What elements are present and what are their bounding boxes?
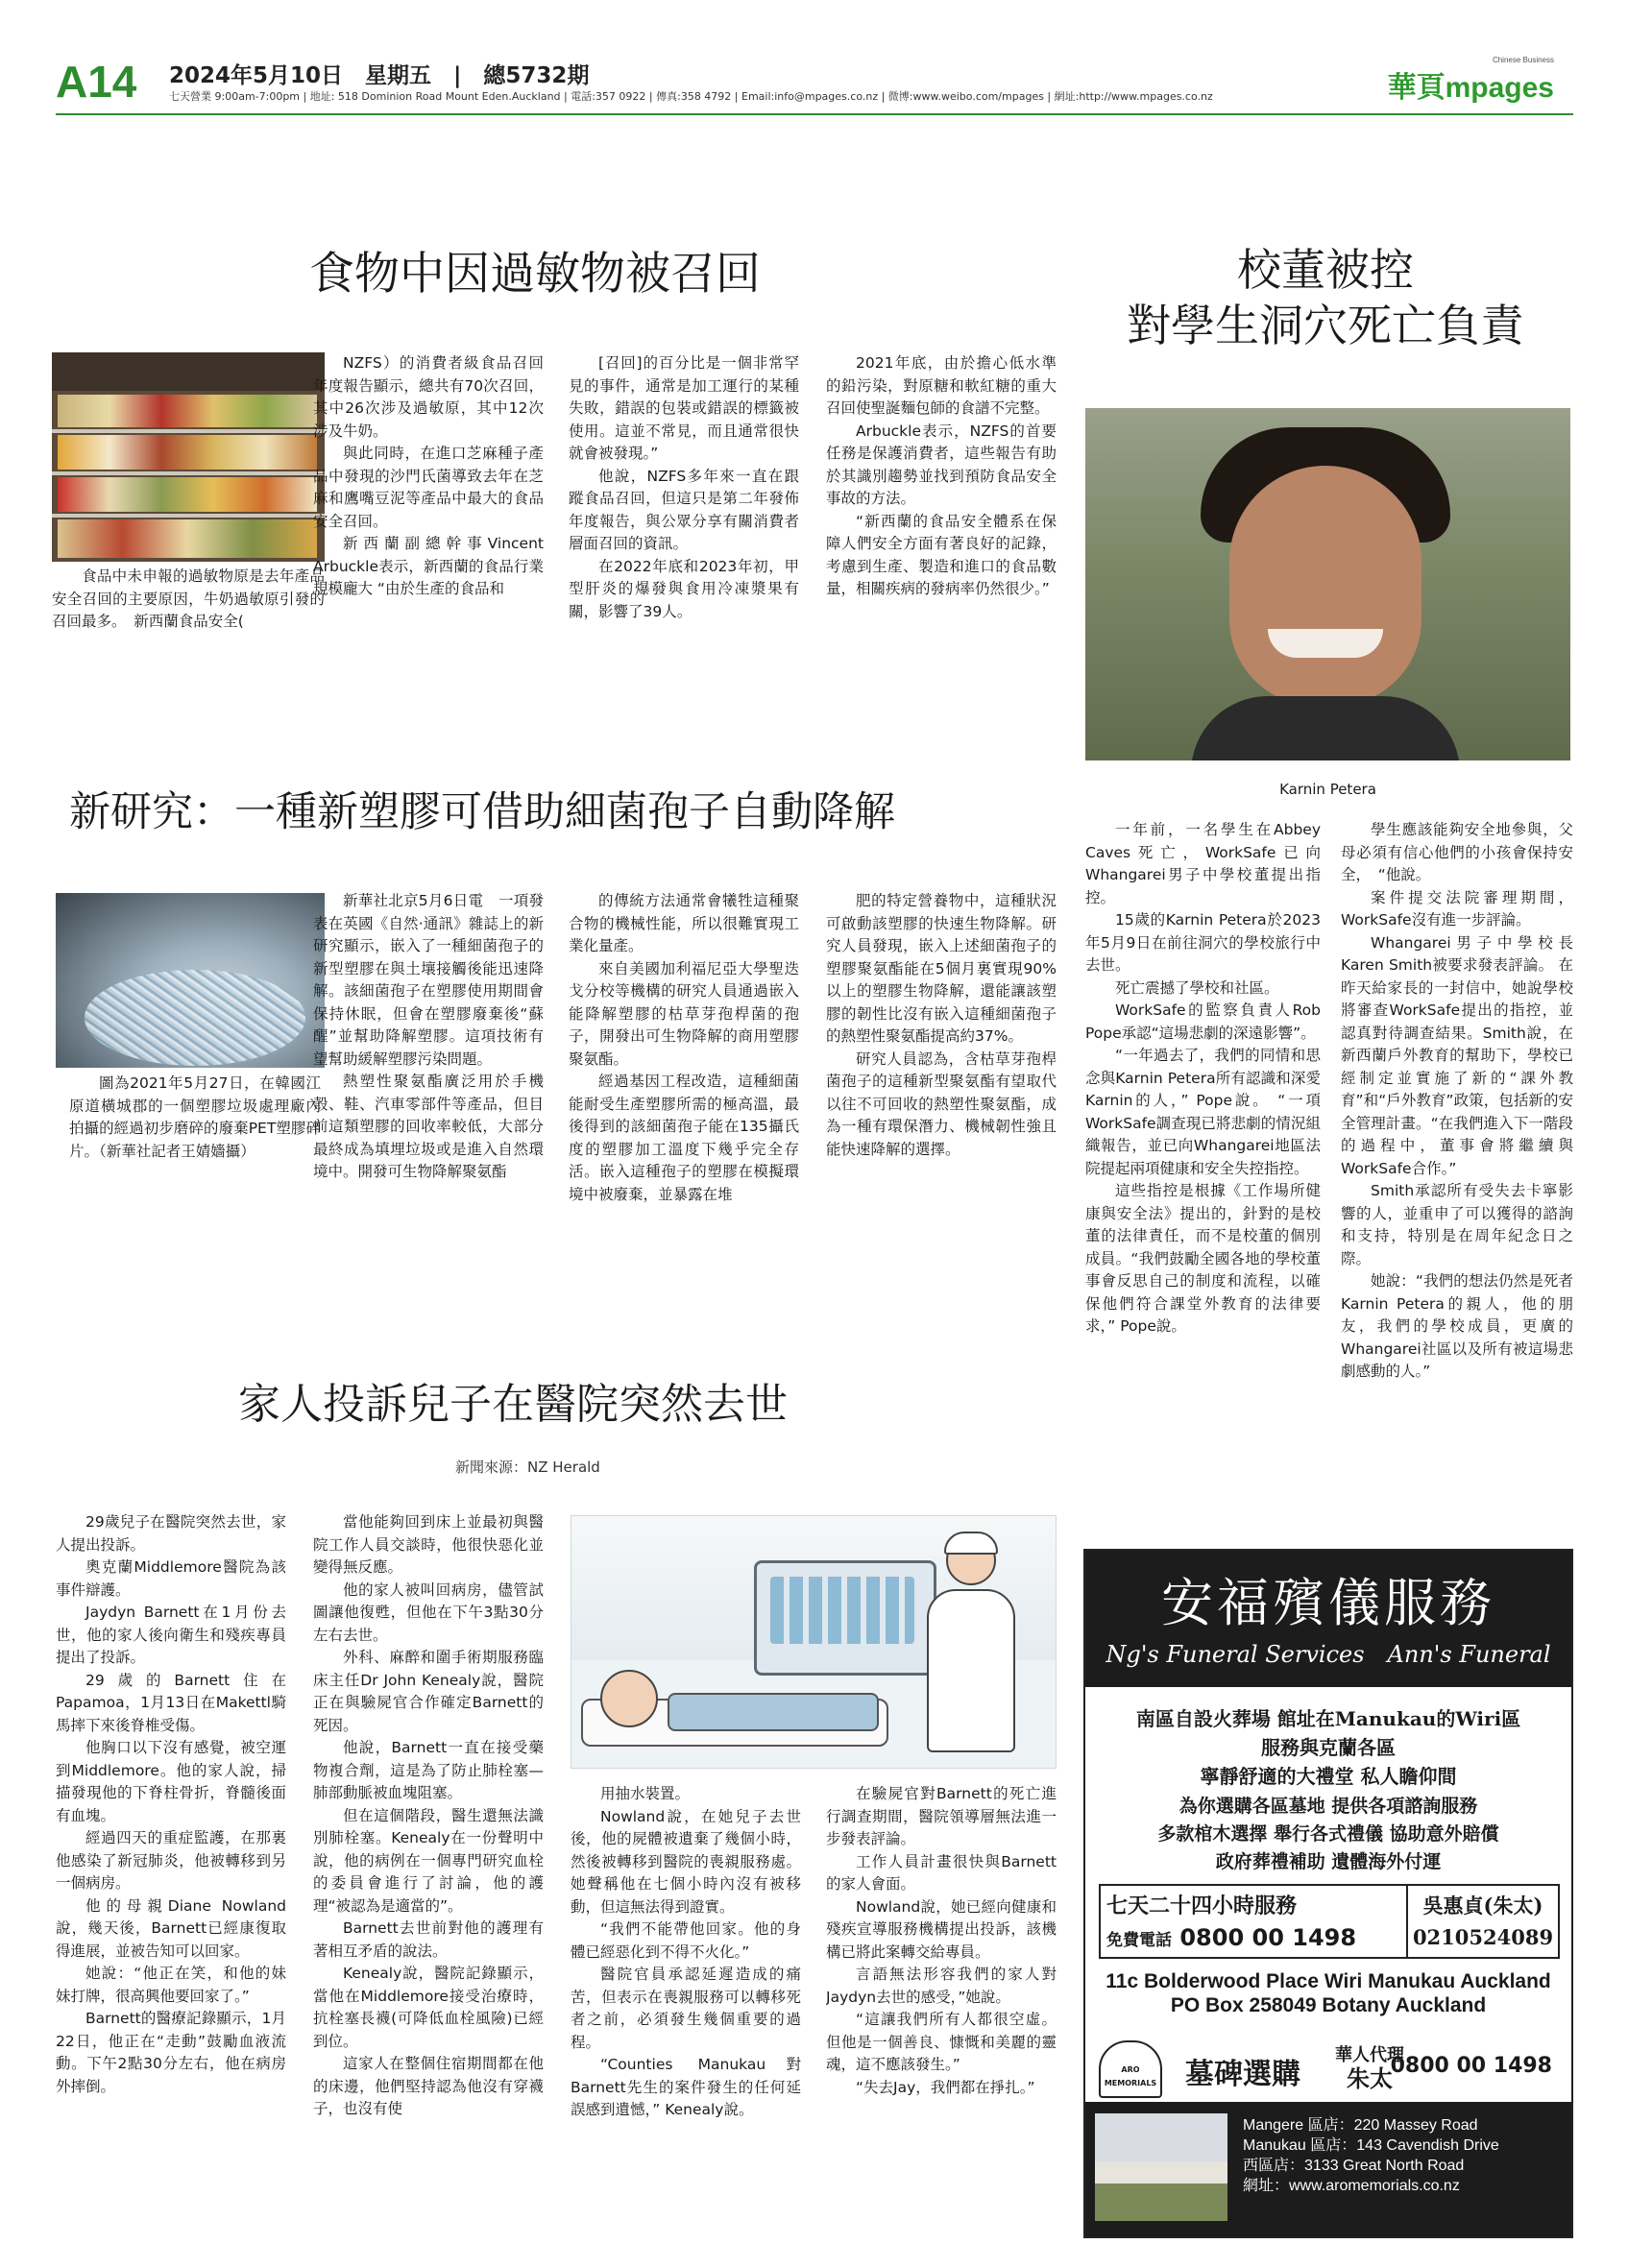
paragraph: 熱塑性聚氨酯廣泛用於手機殼、鞋、汽車零部件等產品，但目前這類塑膠的回收率較低，大部分最終成為填埋垃圾或是進入自然環境中。開發可生物降解聚氨酯 — [313, 1073, 544, 1180]
paragraph: 用抽水裝置。 — [600, 1785, 691, 1802]
paragraph: Jaydyn Barnett在1月份去世，他的家人後向衛生和殘疾專員提出了投訴。 — [56, 1604, 286, 1666]
free-phone-number: 0800 00 1498 — [1179, 1924, 1357, 1951]
memorial-title: 墓碑選購 — [1185, 2058, 1300, 2091]
ad-address — [1085, 1969, 1571, 2017]
address-line: 11c Bolderwood Place Wiri Manukau Auckland — [1106, 1970, 1551, 1992]
paragraph: Arbuckle表示，NZFS的首要任務是保護消費者，這些報告有助於其識別趨勢並找到預防食品安全事故的方法。 — [826, 422, 1057, 507]
paragraph: WorkSafe的監察負責人Rob Pope承認“這場悲劇的深遠影響”。 — [1085, 1001, 1321, 1042]
address-line: PO Box 258049 Botany Auckland — [1170, 1994, 1487, 2016]
article1-caption: 食品中未申報的過敏物原是去年產品安全召回的主要原因，牛奶過敏原引發的召回最多。 新西蘭食品安全( — [52, 567, 325, 630]
hospital-illustration — [571, 1515, 1057, 1769]
paragraph: “我們不能帶他回家。他的身體已經惡化到不得不火化。” — [571, 1920, 801, 1961]
aro-logo-text: ARO MEMORIALS — [1104, 2065, 1157, 2087]
doctor-figure — [917, 1535, 1023, 1756]
paragraph: 他胸口以下沒有感覺，被空運到Middlemore。他的家人說，掃描發現他的下脊柱骨折，脊髓後面有血塊。 — [56, 1739, 286, 1824]
paragraph: 他說，NZFS多年來一直在跟蹤食品召回，但這只是第二年發佈年度報告，與公眾分享有關消費者層面召回的資訊。 — [569, 467, 799, 552]
paragraph: 奧克蘭Middlemore醫院為該事件辯護。 — [56, 1558, 286, 1599]
header-rule — [56, 113, 1573, 115]
paragraph: 經過基因工程改造，這種細菌能耐受生產塑膠所需的極高溫，最後得到的該細菌孢子能在135攝氏度的塑膠加工溫度下幾乎完全存活。嵌入這種孢子的塑膠在模擬環境中被廢棄，並暴露在堆 — [569, 1073, 799, 1203]
article3-headline: 校董被控 對學生洞穴死亡負責 — [1127, 244, 1524, 351]
article1-column-2 — [569, 352, 799, 684]
article4-headline: 家人投訴兒子在醫院突然去世 — [238, 1380, 788, 1429]
contact-phone: 0210524089 — [1412, 1925, 1554, 1949]
paragraph: “失去Jay，我們都在掙扎。” — [856, 2078, 1035, 2096]
paragraph: 經過四天的重症監護，在那裏他感染了新冠肺炎，他被轉移到另一個病房。 — [56, 1829, 286, 1892]
paragraph: 新西蘭副總幹事Vincent Arbuckle表示，新西蘭的食品行業規模龐大 “由於生產的食品和 — [313, 535, 544, 597]
mpages-logo — [1387, 56, 1554, 106]
paragraph: 死亡震撼了學校和社區。 — [1115, 978, 1279, 997]
paragraph: 這家人在整個住宿期間都在他的床邊，他們堅持認為他沒有穿襪子，也沒有使 — [313, 2055, 544, 2117]
ad-banner — [1085, 1551, 1571, 1687]
ad-line: 寧靜舒適的大禮堂 私人瞻仰間 — [1200, 1765, 1457, 1788]
issue-dateline: 2024年5月10日 星期五 | 總5732期 — [169, 63, 590, 88]
patient-bed — [581, 1660, 888, 1756]
paragraph: “這讓我們所有人都很空虛。但他是一個善良、慷慨和美麗的靈魂，這不應該發生。” — [826, 2011, 1057, 2073]
showroom-photo — [1095, 2113, 1227, 2221]
paragraph: 當他能夠回到床上並最初與醫院工作人員交談時，他很快惡化並變得無反應。 — [313, 1513, 544, 1576]
paragraph: 29歲兒子在醫院突然去世，家人提出投訴。 — [56, 1513, 286, 1554]
plastic-flakes-photo — [56, 893, 325, 1068]
page-header — [56, 56, 1573, 109]
paragraph: 29歲的Barnett住在Papamoa，1月13日在Makettl騎馬摔下來後脊椎受傷。 — [56, 1671, 286, 1734]
paragraph: 學生應該能夠安全地參與，父母必須有信心他們的小孩會保持安全， “他說。 — [1341, 821, 1573, 883]
article3-column-2 — [1341, 819, 1573, 1491]
paragraph: Smith承認所有受失去卡寧影響的人，並重申了可以獲得的諮詢和支持，特別是在周年紀念日之際。 — [1341, 1182, 1573, 1267]
paragraph: 他的母親Diane Nowland說，幾天後，Barnett已經康復取得進展，並被告知可以回家。 — [56, 1896, 286, 1960]
ad-title: 安福殯儀服務 — [1161, 1573, 1495, 1633]
article3-column-1 — [1085, 819, 1321, 1491]
ad-memorial-row — [1099, 2040, 1560, 2098]
paragraph: 但在這個階段，醫生還無法識別肺栓塞。Kenealy在一份聲明中說，他的病例在一個專門研究血栓的委員會進行了討論，他的護理“被認為是適當的”。 — [313, 1806, 544, 1915]
article2-column-2 — [569, 890, 799, 1274]
paragraph: Barnett去世前對他的護理有著相互矛盾的說法。 — [313, 1919, 544, 1960]
paragraph: 研究人員認為，含枯草芽孢桿菌孢子的這種新型聚氨酯有望取代以往不可回收的熱塑性聚氨酯，成為一種有環保潛力、機械韌性強且能快速降解的選擇。 — [826, 1050, 1057, 1158]
paragraph: Nowland說，在她兒子去世後，他的屍體被遺棄了幾個小時，然後被轉移到醫院的喪親服務處。她聲稱他在七個小時內沒有被移動，但這無法得到證實。 — [571, 1807, 801, 1916]
paragraph: 一年前，一名學生在Abbey Caves死亡，WorkSafe已向Whangarei男子中學校董提出指控。 — [1085, 821, 1321, 906]
ad-line: 服務與克蘭各區 — [1261, 1736, 1396, 1759]
branch-line: Mangere 區店：220 Massey Road — [1243, 2117, 1478, 2134]
paragraph: 在2022年底和2023年初，甲型肝炎的爆發與食用冷凍漿果有關，影響了39人。 — [569, 557, 799, 620]
paragraph: 醫院官員承認延遲造成的痛苦，但表示在喪親服務可以轉移死者之前，必須發生幾個重要的過程。 — [571, 1966, 801, 2051]
article4-column-4 — [826, 1783, 1057, 2242]
ad-services-b — [1085, 1793, 1571, 1876]
article4-source: 新聞來源：NZ Herald — [455, 1459, 600, 1476]
article1-headline: 食物中因過敏物被召回 — [309, 248, 761, 301]
paragraph: Nowland說，她已經向健康和殘疾宣導服務機構提出投訴，該機構已將此案轉交給專員。 — [826, 1897, 1057, 1961]
branch-line: 西區店：3133 Great North Road — [1243, 2158, 1465, 2174]
paragraph: 她說：“他正在笑，和他的妹妹打牌，很高興他要回家了。” — [56, 1965, 286, 2005]
paragraph: “一年過去了，我們的同情和思念與Karnin Petera所有認識和深愛Karnin的人，” Pope說。 “一項WorkSafe調查現已將悲劇的情況組織報告，並已向Whangarei地區法院提起兩項健康和安全失控指控。 — [1085, 1047, 1321, 1177]
page-number: A14 — [56, 57, 137, 107]
portrait-caption: Karnin Petera — [1279, 781, 1376, 798]
article2-headline: 新研究：一種新塑膠可借助細菌孢子自動降解 — [69, 788, 895, 836]
ad-services-a — [1085, 1704, 1571, 1791]
ad-subtitle: Ng's Funeral Services Ann's Funeral — [1106, 1641, 1551, 1668]
paragraph: NZFS）的消費者級食品召回年度報告顯示，總共有70次召回，其中26次涉及過敏原，其中12次涉及牛奶。 — [313, 354, 544, 440]
student-portrait-photo — [1085, 408, 1570, 760]
paragraph: 與此同時，在進口芝麻種子產品中發現的沙門氏菌導致去年在芝麻和鷹嘴豆泥等產品中最大的食品安全召回。 — [313, 445, 544, 530]
paragraph: 這些指控是根據《工作場所健康與安全法》提出的，針對的是校董的法律責任，而不是校董的個別成員。“我們鼓勵全國各地的學校董事會反思自己的制度和流程，以確保他們符合課堂外教育的法律要求，” Pope說。 — [1085, 1182, 1321, 1335]
ad-line: 多款棺木選擇 舉行各式禮儀 協助意外賠償 — [1157, 1823, 1499, 1845]
paragraph: 案件提交法院審理期間，WorkSafe沒有進一步評論。 — [1341, 888, 1573, 929]
ad-contact — [1406, 1886, 1558, 1957]
article2-column-1 — [313, 890, 544, 1274]
paragraph: 她說：“我們的想法仍然是死者Karnin Petera的親人，他的朋友，我們的學校成員，更廣的Whangarei社區以及所有被這場悲劇感動的人。” — [1341, 1272, 1573, 1380]
article4-column-1 — [56, 1511, 286, 2241]
agent-name: 朱太 — [1347, 2064, 1393, 2092]
article4-column-2 — [313, 1511, 544, 2241]
article1-column-1 — [313, 352, 544, 684]
article1-column-3 — [826, 352, 1057, 684]
ad-phone-box — [1099, 1884, 1560, 1959]
paragraph: 外科、麻醉和圍手術期服務臨床主任Dr John Kenealy說，醫院正在與驗屍官合作確定Barnett的死因。 — [313, 1649, 544, 1734]
paragraph: 他說，Barnett一直在接受藥物複合劑，這是為了防止肺栓塞—肺部動脈被血塊阻塞。 — [313, 1739, 544, 1801]
memorial-phone: 0800 00 1498 — [1390, 2054, 1552, 2078]
paragraph: “Counties Manukau對Barnett先生的案件發生的任何延誤感到遺憾，” Kenealy說。 — [571, 2056, 801, 2118]
contact-infoline: 七天營業 9:00am-7:00pm | 地址: 518 Dominion Road Mount Eden.Auckland | 電話:357 0922 | 傳真:358 4792 | Email:info@mpages.co.nz | 微博:www.weibo.com/mpages | 網址:http://www.mpages.co.nz — [169, 90, 1213, 103]
monitor-machine — [754, 1560, 936, 1676]
ad-line: 政府葬禮補助 遺體海外付運 — [1215, 1851, 1442, 1872]
ad-free-phone — [1106, 1924, 1356, 1951]
aro-memorials-logo — [1099, 2040, 1162, 2098]
website-line: 網址：www.aromemorials.co.nz — [1243, 2178, 1460, 2194]
ad-branches-panel — [1085, 2102, 1571, 2236]
paragraph: 15歲的Karnin Petera於2023年5月9日在前往洞穴的學校旅行中去世。 — [1085, 911, 1321, 974]
paragraph: 肥的特定營養物中，這種狀況可啟動該塑膠的快速生物降解。研究人員發現，嵌入上述細菌孢子的塑膠聚氨酯能在5個月裏實現90%以上的塑膠生物降解，還能讓該塑膠的韌性比沒有嵌入這種細菌孢子的熱塑性聚氨酯提高約37%。 — [826, 892, 1057, 1045]
ad-line: 為你選購各區墓地 提供各項諮詢服務 — [1178, 1796, 1478, 1817]
paragraph: [召回]的百分比是一個非常罕見的事件，通常是加工運行的某種失敗，錯誤的包裝或錯誤的標籤被使用。這並不常見，而且通常很快就會被發現。” — [569, 354, 799, 462]
paragraph: 2021年底，由於擔心低水準的鉛污染，對原糖和軟紅糖的重大召回使聖誕麵包師的食譜不完整。 — [826, 354, 1057, 417]
branch-line: Manukau 區店：143 Cavendish Drive — [1243, 2137, 1499, 2154]
article4-column-3 — [571, 1783, 801, 2242]
paragraph: 來自美國加利福尼亞大學聖迭戈分校等機構的研究人員通過嵌入能降解塑膠的枯草芽孢桿菌的孢子，開發出可生物降解的商用塑膠聚氨酯。 — [569, 959, 799, 1068]
ad-hours: 七天二十四小時服務 — [1106, 1894, 1298, 1918]
article2-caption: 圖為2021年5月27日，在韓國江原道橫城郡的一個塑膠垃圾處理廠內拍攝的經過初步磨碎的廢棄PET塑膠碎片。（新華社記者王婧嬙攝） — [69, 1074, 321, 1160]
contact-name: 吳惠貞(朱太) — [1422, 1894, 1543, 1918]
agent-label: 華人代理 — [1335, 2045, 1404, 2065]
logo-small-text: Chinese Business — [1492, 56, 1554, 64]
free-phone-label: 免費電話 — [1106, 1931, 1172, 1950]
paragraph: Kenealy說，醫院記錄顯示，當他在Middlemore接受治療時，抗栓塞長襪(可降低血栓風險)已經到位。 — [313, 1965, 544, 2050]
paragraph: Barnett的醫療記錄顯示，1月22日，他正在“走動”鼓勵血液流動。下午2點30分左右，他在病房外摔倒。 — [56, 2010, 286, 2095]
logo-text: 華頁mpages — [1387, 72, 1554, 104]
paragraph: 工作人員計畫很快與Barnett的家人會面。 — [826, 1852, 1057, 1893]
paragraph: Whangarei男子中學校長Karen Smith被要求發表評論。 在昨天給家長的一封信中，她說學校將審查WorkSafe提出的指控，並認真對待調查結果。Smith說，在新西蘭戶外教育的幫助下，學校已經制定並實施了新的“課外教育”和“戶外教育”政策，包括新的安全管理計畫。“在我們進入下一階段的過程中，董事會將繼續與WorkSafe合作。” — [1341, 933, 1573, 1177]
branch-list — [1243, 2115, 1499, 2196]
paragraph: 新華社北京5月6日電 一項發表在英國《自然·通訊》雜誌上的新研究顯示，嵌入了一種細菌孢子的新型塑膠在與土壤接觸後能迅速降解。該細菌孢子在塑膠使用期間會保持休眠，但會在塑膠廢棄後“蘇醒”並幫助降解塑膠。這項技術有望幫助緩解塑膠污染問題。 — [313, 892, 544, 1068]
article2-column-3 — [826, 890, 1057, 1274]
paragraph: 言語無法形容我們的家人對Jaydyn去世的感受，”她說。 — [826, 1966, 1057, 2006]
paragraph: 在驗屍官對Barnett的死亡進行調查期間，醫院領導層無法進一步發表評論。 — [826, 1785, 1057, 1847]
paragraph: 的傳統方法通常會犧牲這種聚合物的機械性能，所以很難實現工業化量產。 — [569, 892, 799, 954]
paragraph: “新西蘭的食品安全體系在保障人們安全方面有著良好的記錄，考慮到生產、製造和進口的食品數量，相關疾病的發病率仍然很少。” — [826, 512, 1057, 597]
ad-line: 南區自設火葬場 館址在Manukau的Wiri區 — [1135, 1707, 1521, 1730]
paragraph: 他的家人被叫回病房，儘管試圖讓他復甦，但他在下午3點30分左右去世。 — [313, 1580, 544, 1644]
funeral-advertisement — [1083, 1549, 1573, 2238]
grocery-shelf-photo — [52, 352, 325, 562]
